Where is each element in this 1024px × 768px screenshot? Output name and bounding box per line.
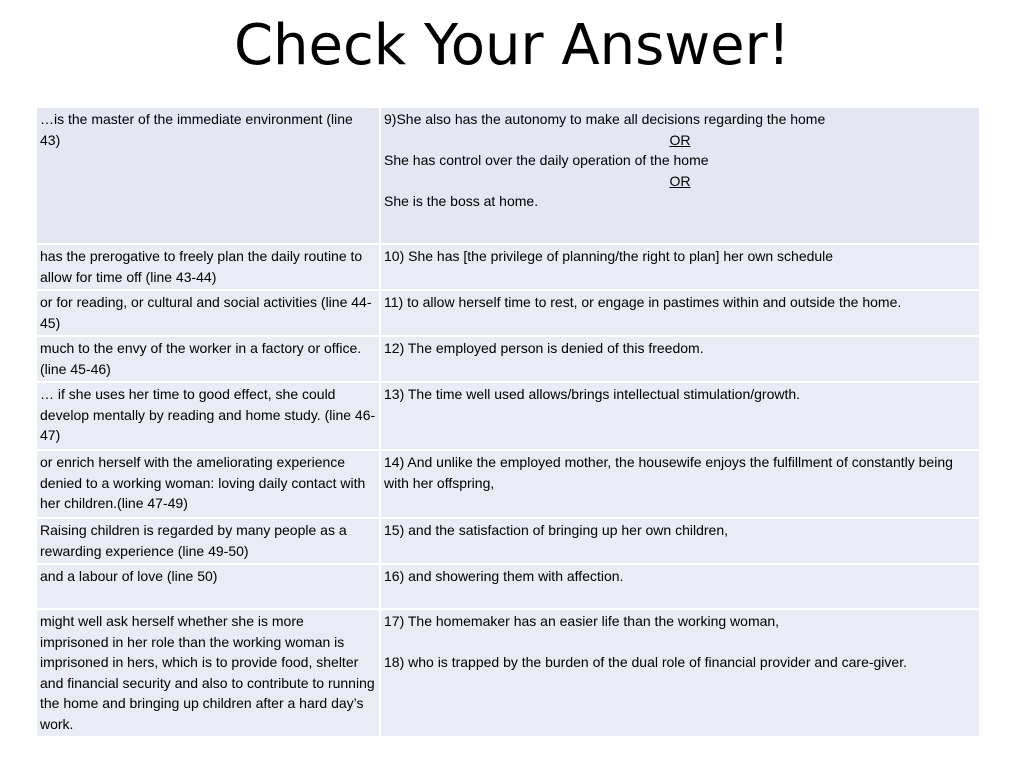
table-row: [37, 518, 979, 564]
slide-title: Check Your Answer!: [233, 13, 791, 78]
answer-line: 9)She also has the autonomy to make all decisions regarding the home: [384, 111, 826, 127]
table-cell-source: Raising children is regarded by many people as a rewarding experience (line 49-50): [37, 518, 380, 564]
answer-table: [37, 108, 979, 738]
table-row: [37, 382, 979, 450]
table-cell-answer: 14) And unlike the employed mother, the housewife enjoys the fulfillment of constantly being with her offspring,: [380, 450, 979, 518]
table-cell-answer: 13) The time well used allows/brings intellectual stimulation/growth.: [380, 382, 979, 450]
table-row: [37, 336, 979, 382]
table-cell-answer: [380, 609, 979, 737]
table-cell-source: …is the master of the immediate environment (line 43): [37, 108, 380, 244]
table-row: [37, 244, 979, 290]
answer-line: 17) The homemaker has an easier life than the working woman,: [384, 613, 780, 629]
table-cell-source: … if she uses her time to good effect, she could develop mentally by reading and home study. (line 46-47): [37, 382, 380, 450]
or-separator: OR: [669, 131, 691, 148]
table-cell-source: has the prerogative to freely plan the daily routine to allow for time off (line 43-44): [37, 244, 380, 290]
table-cell-answer: 11) to allow herself time to rest, or engage in pastimes within and outside the home.: [380, 290, 979, 336]
table-row: [37, 108, 979, 244]
table-cell-answer: 15) and the satisfaction of bringing up her own children,: [380, 518, 979, 564]
answer-line: She has control over the daily operation of the home: [384, 152, 709, 168]
or-separator: OR: [669, 172, 691, 189]
table-row: [37, 609, 979, 737]
table-cell-source: much to the envy of the worker in a factory or office.(line 45-46): [37, 336, 380, 382]
table-cell-source: might well ask herself whether she is more imprisoned in her role than the working woman is imprisoned in hers, which is to provide food, shelter and financial security and also to contribute to running the home and bringing up children after a hard day’s work.: [37, 609, 380, 737]
table-row: [37, 564, 979, 609]
table-cell-source: or for reading, or cultural and social activities (line 44-45): [37, 290, 380, 336]
table-row: [37, 450, 979, 518]
table-cell-answer: 16) and showering them with affection.: [380, 564, 979, 609]
line-gap: [384, 632, 976, 653]
table-cell-source: or enrich herself with the ameliorating experience denied to a working woman: loving daily contact with her children.(line 47-49): [37, 450, 380, 518]
table-cell-answer: [380, 108, 979, 244]
table-cell-answer: 10) She has [the privilege of planning/the right to plan] her own schedule: [380, 244, 979, 290]
table-cell-source: and a labour of love (line 50): [37, 564, 380, 609]
answer-line: She is the boss at home.: [384, 193, 539, 209]
table-row: [37, 290, 979, 336]
answer-line: 18) who is trapped by the burden of the dual role of financial provider and care-giver.: [384, 654, 907, 670]
table-cell-answer: 12) The employed person is denied of this freedom.: [380, 336, 979, 382]
